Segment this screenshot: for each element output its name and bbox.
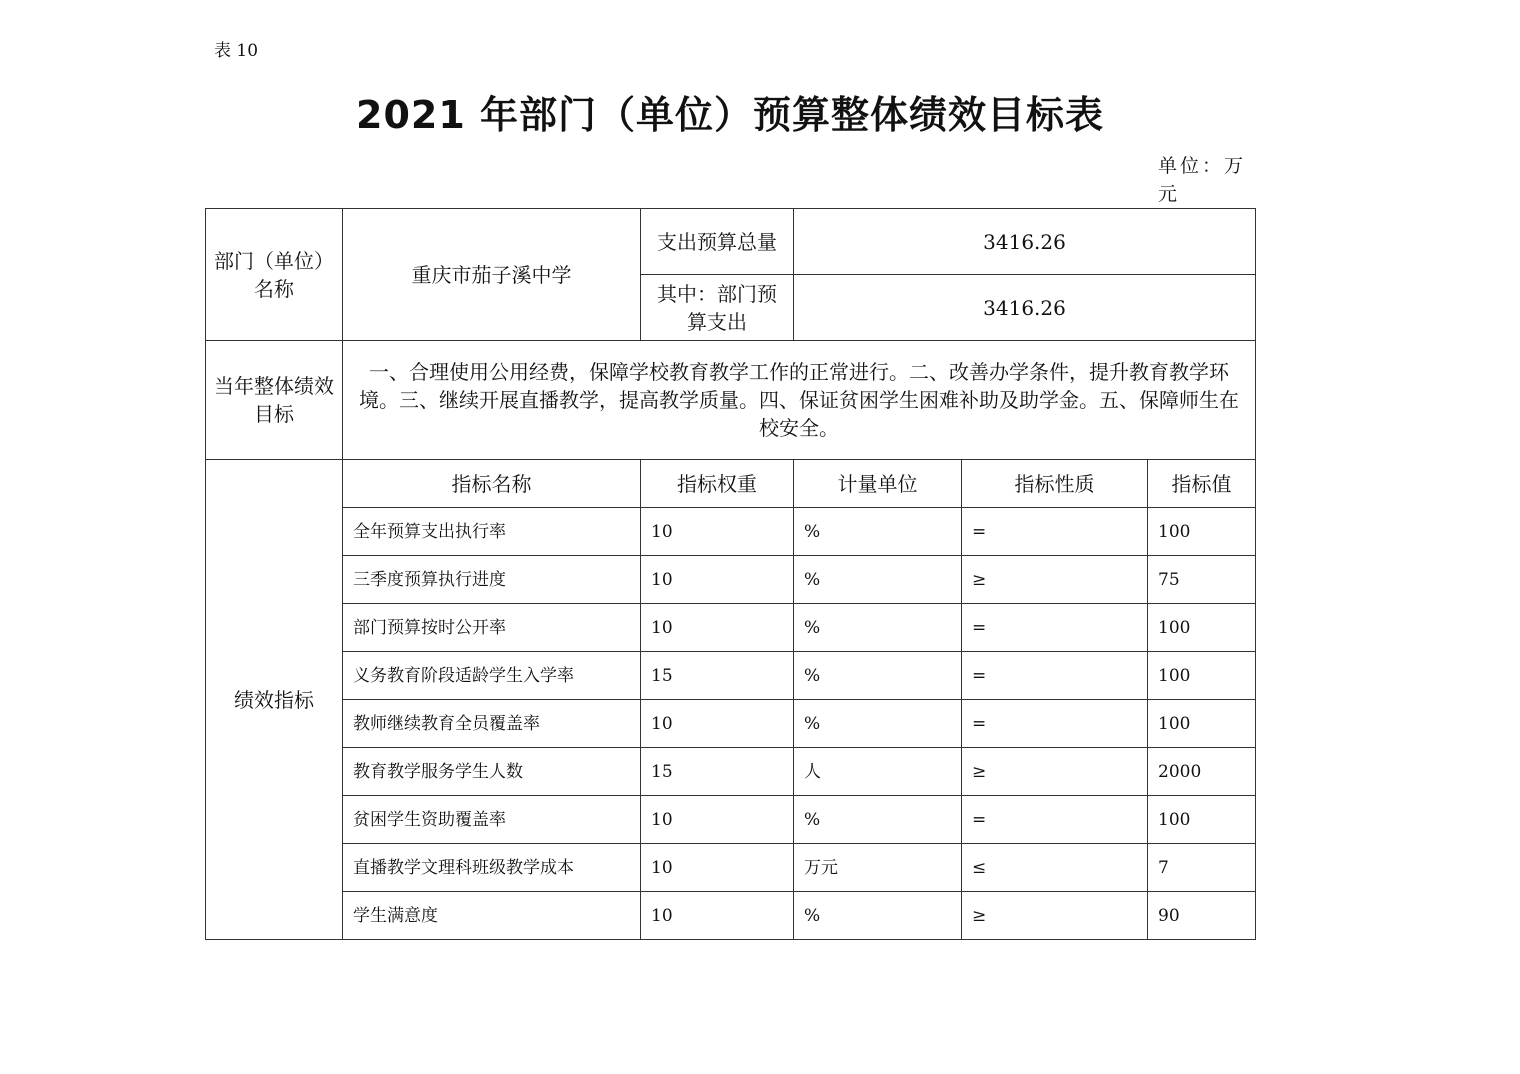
- indicator-weight: 10: [641, 844, 794, 892]
- indicator-value: 100: [1148, 700, 1256, 748]
- indicator-nature: =: [962, 604, 1148, 652]
- indicator-weight: 10: [641, 892, 794, 940]
- table-row: [206, 604, 1256, 652]
- table-row: [206, 892, 1256, 940]
- indicator-nature: =: [962, 796, 1148, 844]
- header-value: 指标值: [1148, 460, 1256, 508]
- table-row: [206, 700, 1256, 748]
- indicator-nature: ≥: [962, 556, 1148, 604]
- goal-row: [206, 341, 1256, 460]
- indicator-weight: 10: [641, 700, 794, 748]
- indicator-nature: ≤: [962, 844, 1148, 892]
- indicator-weight: 15: [641, 748, 794, 796]
- indicator-unit: %: [794, 892, 962, 940]
- indicator-value: 100: [1148, 796, 1256, 844]
- table-number: 表 10: [214, 41, 259, 61]
- goal-text: 一、合理使用公用经费，保障学校教育教学工作的正常进行。二、改善办学条件，提升教育教学环境。三、继续开展直播教学，提高教学质量。四、保证贫困学生困难补助及助学金。五、保障师生在校安全。: [343, 341, 1256, 460]
- indicator-weight: 15: [641, 652, 794, 700]
- table-row: [206, 796, 1256, 844]
- header-indicator-name: 指标名称: [343, 460, 641, 508]
- dept-name-value: 重庆市茄子溪中学: [343, 209, 641, 341]
- indicator-nature: ≥: [962, 892, 1148, 940]
- unit-label: 单位：万元: [1158, 155, 1247, 205]
- indicators-label: 绩效指标: [206, 460, 343, 940]
- goal-label: 当年整体绩效目标: [206, 341, 343, 460]
- header-unit: 计量单位: [794, 460, 962, 508]
- indicator-value: 7: [1148, 844, 1256, 892]
- indicator-unit: %: [794, 604, 962, 652]
- indicator-name: 义务教育阶段适龄学生入学率: [343, 652, 641, 700]
- indicator-weight: 10: [641, 796, 794, 844]
- indicator-name: 学生满意度: [343, 892, 641, 940]
- indicator-name: 直播教学文理科班级教学成本: [343, 844, 641, 892]
- dept-row-1: [206, 209, 1256, 275]
- indicator-unit: 万元: [794, 844, 962, 892]
- indicator-nature: ≥: [962, 748, 1148, 796]
- indicator-name: 教育教学服务学生人数: [343, 748, 641, 796]
- header-nature: 指标性质: [962, 460, 1148, 508]
- dept-name-label: 部门（单位）名称: [206, 209, 343, 341]
- dept-budget-value: 3416.26: [794, 275, 1256, 341]
- indicator-unit: %: [794, 556, 962, 604]
- total-budget-label: 支出预算总量: [641, 209, 794, 275]
- dept-budget-label: 其中：部门预算支出: [641, 275, 794, 341]
- indicator-header-row: [206, 460, 1256, 508]
- indicator-nature: =: [962, 508, 1148, 556]
- indicator-name: 全年预算支出执行率: [343, 508, 641, 556]
- indicator-name: 贫困学生资助覆盖率: [343, 796, 641, 844]
- performance-target-table: [205, 208, 1256, 940]
- indicator-value: 90: [1148, 892, 1256, 940]
- indicator-nature: =: [962, 700, 1148, 748]
- table-row: [206, 556, 1256, 604]
- indicator-unit: %: [794, 796, 962, 844]
- indicator-unit: %: [794, 700, 962, 748]
- indicator-value: 100: [1148, 508, 1256, 556]
- table-row: [206, 508, 1256, 556]
- table-row: [206, 844, 1256, 892]
- indicator-name: 教师继续教育全员覆盖率: [343, 700, 641, 748]
- indicator-value: 100: [1148, 652, 1256, 700]
- page-title: 2021 年部门（单位）预算整体绩效目标表: [356, 93, 1104, 137]
- indicator-name: 三季度预算执行进度: [343, 556, 641, 604]
- indicator-weight: 10: [641, 604, 794, 652]
- indicator-unit: 人: [794, 748, 962, 796]
- table-row: [206, 652, 1256, 700]
- indicator-value: 2000: [1148, 748, 1256, 796]
- indicator-unit: %: [794, 508, 962, 556]
- indicator-value: 75: [1148, 556, 1256, 604]
- indicator-unit: %: [794, 652, 962, 700]
- table-row: [206, 748, 1256, 796]
- indicator-weight: 10: [641, 508, 794, 556]
- total-budget-value: 3416.26: [794, 209, 1256, 275]
- indicator-value: 100: [1148, 604, 1256, 652]
- header-weight: 指标权重: [641, 460, 794, 508]
- indicator-nature: =: [962, 652, 1148, 700]
- indicator-name: 部门预算按时公开率: [343, 604, 641, 652]
- indicator-weight: 10: [641, 556, 794, 604]
